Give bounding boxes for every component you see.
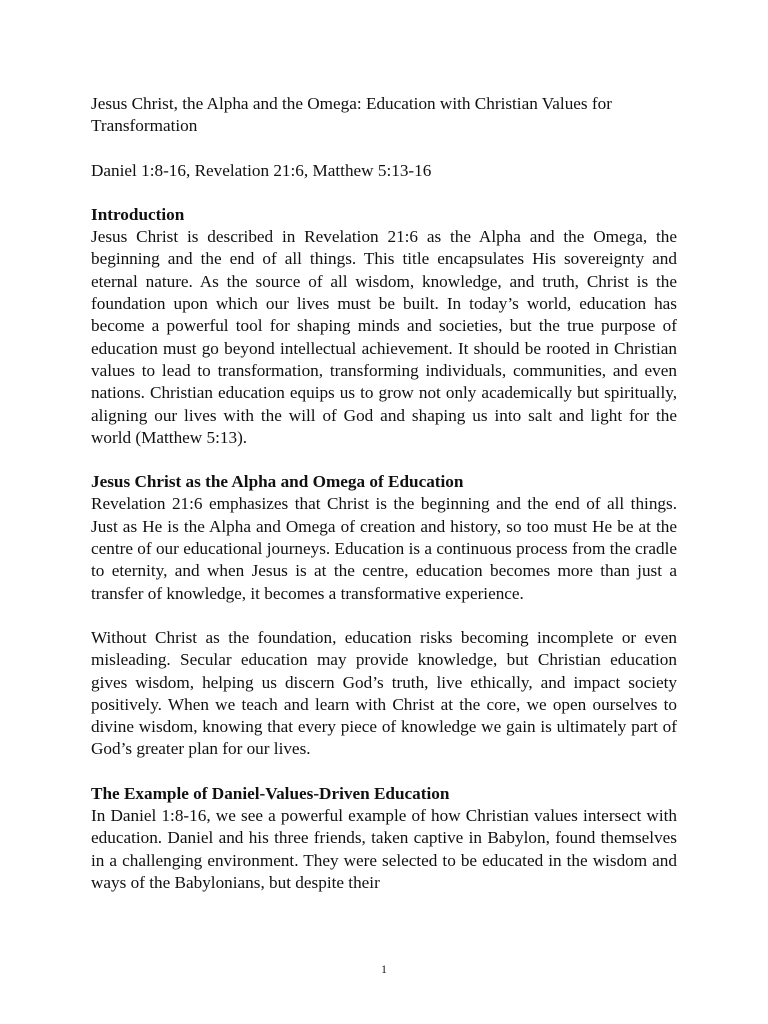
paragraph: Jesus Christ is described in Revelation 21:6 as the Alpha and the Omega, the beginning and the end of all things. This title encapsulates His sovereignty and eternal nature. As the source of all wisdom, knowledge, and truth, Christ is the foundation upon which our lives must be built. In today’s world, education has become a powerful tool for shaping minds and societies, but the true purpose of education must go beyond intellectual achievement. It should be rooted in Christian values to lead to transformation, transforming individuals, communities, and even nations. Christian education equips us to grow not only academically but spiritually, aligning our lives with the will of God and shaping us into salt and light for the world (Matthew 5:13). xyxy=(91,227,677,447)
section-alpha-omega xyxy=(91,471,677,761)
paragraph: Revelation 21:6 emphasizes that Christ is the beginning and the end of all things. Just as He is the Alpha and Omega of creation and history, so too must He be at the centre of our educational journeys. Education is a continuous process from the cradle to eternity, and when Jesus is at the centre, education becomes more than just a transfer of knowledge, it becomes a transformative experience. xyxy=(91,494,677,603)
section-introduction xyxy=(91,204,677,449)
scripture-reference: Daniel 1:8-16, Revelation 21:6, Matthew 5:13-16 xyxy=(91,160,432,180)
section-heading: Introduction xyxy=(91,204,185,224)
paragraph: Without Christ as the foundation, education risks becoming incomplete or even misleading. Secular education may provide knowledge, but Christian education gives wisdom, helping us discern God’s truth, live ethically, and impact society positively. When we teach and learn with Christ at the core, we open ourselves to divine wisdom, knowing that every piece of knowledge we gain is ultimately part of God’s greater plan for our lives. xyxy=(91,627,677,759)
document-page xyxy=(91,93,677,894)
page-number: 1 xyxy=(381,964,387,976)
section-heading: The Example of Daniel-Values-Driven Education xyxy=(91,783,450,803)
document-title: Jesus Christ, the Alpha and the Omega: Education with Christian Values for Transformation xyxy=(91,94,612,136)
section-daniel-example xyxy=(91,783,677,894)
section-heading: Jesus Christ as the Alpha and Omega of Education xyxy=(91,472,464,492)
paragraph: In Daniel 1:8-16, we see a powerful example of how Christian values intersect with education. Daniel and his three friends, taken captive in Babylon, found themselves in a challenging environment. They were selected to be educated in the wisdom and ways of the Babylonians, but despite their xyxy=(91,806,677,892)
